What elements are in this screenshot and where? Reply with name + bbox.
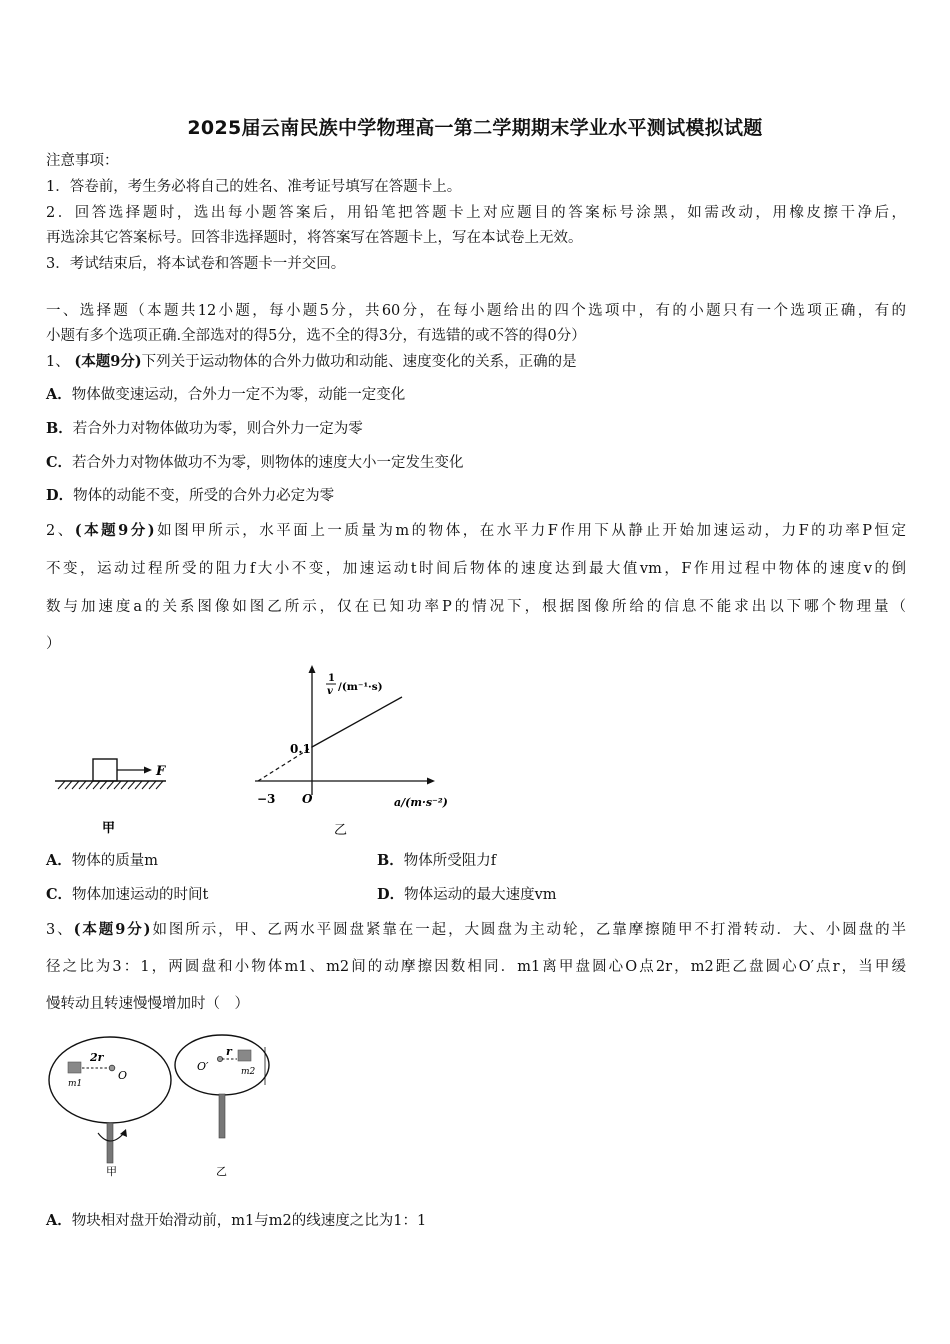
label-m2: m2: [241, 1067, 256, 1077]
force-arrow-head: [144, 767, 152, 774]
ground-hatch: [58, 781, 163, 789]
label-O: O: [118, 1069, 128, 1082]
figure-yi-graph: [255, 665, 448, 838]
figure-jia-block-diagram: [55, 759, 166, 836]
question-text: 如图甲所示，水平面上一质量为m的物体，在水平力F作用下从静止开始加速运动，力F的功率P恒定: [154, 523, 906, 539]
x-intercept-label: −3: [257, 792, 276, 806]
question-number: 1、: [46, 354, 70, 370]
option-label: A．: [46, 1212, 72, 1229]
y-label-numerator: 1: [328, 673, 335, 684]
option-label: D．: [46, 487, 74, 504]
question-2-line3: 数与加速度a的关系图像如图乙所示，仅在已知功率P的情况下，根据图像所给的信息不能求出以下哪个物理量（: [46, 599, 906, 615]
option-text: 物块相对盘开始滑动前，m1与m2的线速度之比为1：1: [71, 1213, 427, 1229]
option-text: 物体所受阻力f: [403, 853, 497, 869]
block: [93, 759, 117, 781]
notice-item-3: 3．考试结束后，将本试卷和答题卡一并交回。: [46, 256, 346, 272]
q1-option-d: [46, 487, 334, 505]
section-heading-line2: 小题有多个选项正确.全部选对的得5分，选不全的得3分，有选错的或不答的得0分）: [46, 328, 586, 344]
question-3-line3: 慢转动且转速慢慢增加时（ ）: [46, 996, 249, 1012]
block-m2: [238, 1050, 251, 1061]
label-r: r: [226, 1045, 232, 1058]
q1-option-b: [46, 420, 363, 438]
q3-option-a: [46, 1212, 426, 1230]
question-3-line2: 径之比为3：1，两圆盘和小物体m1、m2间的动摩擦因数相同．m1离甲盘圆心O点2r，m2距乙盘圆心O′点r，当甲缓: [46, 959, 906, 975]
exam-title: 2025届云南民族中学物理高一第二学期期末学业水平测试模拟试题: [187, 117, 763, 139]
question-text: 下列关于运动物体的合外力做功和动能、速度变化的关系，正确的是: [141, 354, 577, 370]
question-2-line4: ）: [46, 636, 61, 652]
option-text: 物体的质量m: [71, 853, 159, 869]
y-axis-unit: /(m⁻¹·s): [338, 681, 383, 693]
question-3-line1: [46, 921, 906, 939]
data-line: [312, 697, 402, 747]
small-disc-shaft: [219, 1094, 225, 1138]
y-label-denominator: v: [327, 686, 333, 697]
notice-item-2-cont: 再选涂其它答案标号。回答非选择题时，将答案写在答题卡上，写在本试卷上无效。: [46, 230, 583, 246]
caption-jia: 甲: [102, 821, 116, 836]
option-label: A．: [46, 852, 72, 869]
section-heading-line1: 一、选择题（本题共12小题，每小题5分，共60分，在每小题给出的四个选项中，有的小题只有一个选项正确，有的: [46, 303, 906, 319]
option-label: A．: [46, 386, 72, 403]
notice-item-1: 1．答卷前，考生务必将自己的姓名、准考证号填写在答题卡上。: [46, 179, 462, 195]
option-text: 物体的动能不变，所受的合外力必定为零: [73, 488, 335, 504]
large-disc-shaft: [107, 1123, 113, 1163]
question-2-line2: 不变，运动过程所受的阻力f大小不变，加速运动t时间后物体的速度达到最大值vm，F作用过程中物体的速度v的倒: [46, 561, 906, 577]
option-text: 物体运动的最大速度vm: [404, 887, 557, 903]
option-label: D．: [377, 886, 405, 903]
center-Oprime: [217, 1056, 222, 1061]
q1-option-c: [46, 454, 464, 472]
option-text: 物体加速运动的时间t: [72, 887, 209, 903]
q2-figure: [40, 660, 470, 850]
small-disc: [175, 1035, 269, 1095]
label-m1: m1: [68, 1079, 83, 1089]
disc-yi: [175, 1035, 269, 1178]
label-Oprime: O′: [197, 1060, 209, 1073]
y-axis-arrow: [309, 665, 316, 673]
q3-figure: [40, 1025, 280, 1185]
q2-option-a: [46, 852, 158, 870]
origin-label: O: [302, 792, 313, 806]
q1-option-a: [46, 386, 405, 404]
x-axis-label: a/(m·s⁻²): [394, 796, 448, 809]
option-label: C．: [46, 886, 73, 903]
q2-option-d: [377, 886, 557, 904]
option-label: B．: [46, 420, 73, 437]
question-points: (本题9分): [73, 921, 151, 938]
notice-item-2: 2．回答选择题时，选出每小题答案后，用铅笔把答题卡上对应题目的答案标号涂黑，如需改动，用橡皮擦干净后，: [46, 205, 906, 221]
x-axis-arrow: [427, 778, 435, 785]
question-points: (本题9分): [74, 353, 142, 370]
question-points: (本题9分): [74, 522, 155, 539]
question-number: 2、: [46, 523, 75, 539]
disc-jia: [49, 1037, 171, 1178]
option-text: 若合外力对物体做功为零，则合外力一定为零: [72, 421, 363, 437]
question-2-line1: [46, 522, 906, 540]
y-intercept-label: 0.1: [290, 742, 311, 756]
question-number: 3、: [46, 922, 74, 938]
option-text: 物体做变速运动，合外力一定不为零，动能一定变化: [71, 387, 406, 403]
question-1-stem: [46, 353, 577, 371]
q2-option-c: [46, 886, 208, 904]
caption-yi: 乙: [216, 1165, 227, 1178]
q2-option-b: [377, 852, 496, 870]
caption-jia: 甲: [106, 1165, 117, 1178]
notice-heading: 注意事项：: [46, 153, 119, 169]
force-label: F: [156, 764, 166, 779]
caption-yi: 乙: [334, 823, 348, 838]
center-O: [109, 1065, 115, 1071]
label-2r: 2r: [90, 1051, 104, 1064]
question-text: 如图所示，甲、乙两水平圆盘紧靠在一起，大圆盘为主动轮，乙靠摩擦随甲不打滑转动．大、小圆盘的半: [150, 922, 906, 938]
option-label: B．: [377, 852, 404, 869]
option-text: 若合外力对物体做功不为零，则物体的速度大小一定发生变化: [72, 455, 464, 471]
option-label: C．: [46, 454, 73, 471]
block-m1: [68, 1062, 81, 1073]
